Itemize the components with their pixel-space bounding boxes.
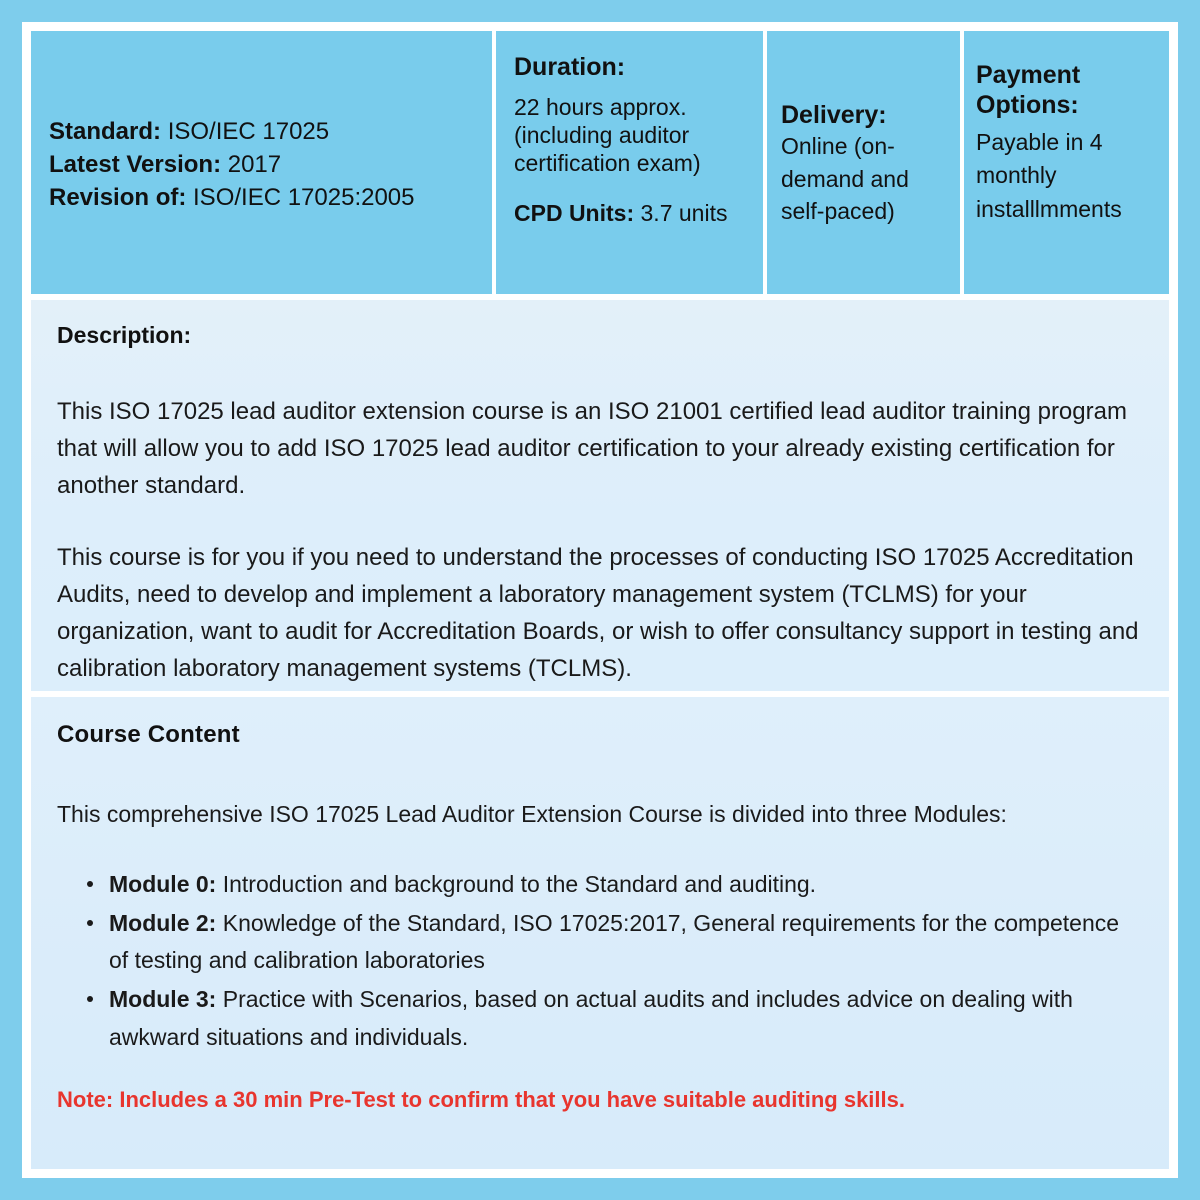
delivery-info-cell (767, 31, 960, 294)
latest-version-line (49, 148, 478, 181)
standard-value: ISO/IEC 17025 (167, 117, 330, 145)
course-content-section (31, 697, 1169, 1169)
revision-of-label: Revision of: (49, 184, 187, 212)
duration-info-cell (496, 31, 763, 294)
standard-info-cell (31, 31, 492, 294)
module-text: Practice with Scenarios, based on actual audits and includes advice on dealing with awkward situations and individuals. (109, 986, 1073, 1050)
latest-version-value: 2017 (227, 150, 282, 178)
cpd-units-line (514, 199, 749, 227)
revision-of-line (49, 181, 478, 214)
white-frame (22, 22, 1178, 1178)
module-list (81, 866, 1143, 1056)
payment-body: Payable in 4 monthly installlmments (976, 129, 1122, 222)
cpd-units-label: CPD Units: (514, 199, 635, 226)
course-info-card (31, 31, 1169, 1169)
delivery-title: Delivery: (781, 101, 887, 130)
revision-of-value: ISO/IEC 17025:2005 (193, 184, 415, 212)
latest-version-label: Latest Version: (49, 150, 222, 178)
delivery-body: Online (on-demand and self-paced) (781, 133, 909, 225)
duration-body: 22 hours approx. (including auditor certification exam) (514, 93, 701, 176)
module-text: Introduction and background to the Standard and auditing. (222, 870, 817, 897)
cpd-units-value: 3.7 units (640, 199, 728, 226)
pre-test-note: Note: Includes a 30 min Pre-Test to confirm that you have suitable auditing skills. (57, 1086, 905, 1112)
duration-title: Duration: (514, 53, 626, 81)
module-label: Module 0: (109, 870, 217, 897)
description-section (31, 300, 1169, 691)
standard-line (49, 115, 478, 148)
course-content-intro: This comprehensive ISO 17025 Lead Auditor Extension Course is divided into three Modules: (57, 801, 1007, 827)
list-item (81, 866, 1143, 903)
list-item (81, 981, 1143, 1056)
course-content-heading: Course Content (57, 721, 240, 748)
description-paragraph-2: This course is for you if you need to understand the processes of conducting ISO 17025 Accreditation Audits, need to develop and implement a laboratory management system (TCLMS) for your organization, want to audit for Accreditation Boards, or wish to offer consultancy support in testing and calibration laboratory management systems (TCLMS). (57, 543, 1139, 683)
list-item (81, 905, 1143, 980)
payment-title: Payment Options: (976, 61, 1081, 119)
module-label: Module 3: (109, 986, 217, 1013)
module-text: Knowledge of the Standard, ISO 17025:2017, General requirements for the competence of testing and calibration laboratories (109, 909, 1120, 973)
standard-label: Standard: (49, 117, 162, 145)
description-paragraph-1: This ISO 17025 lead auditor extension course is an ISO 21001 certified lead auditor training program that will allow you to add ISO 17025 lead auditor certification to your already existing certification for another standard. (57, 398, 1127, 500)
description-heading: Description: (57, 322, 192, 348)
delivery-text-wrap (781, 101, 946, 228)
payment-info-cell (964, 31, 1169, 294)
module-label: Module 2: (109, 909, 217, 936)
course-summary-row (31, 31, 1169, 294)
